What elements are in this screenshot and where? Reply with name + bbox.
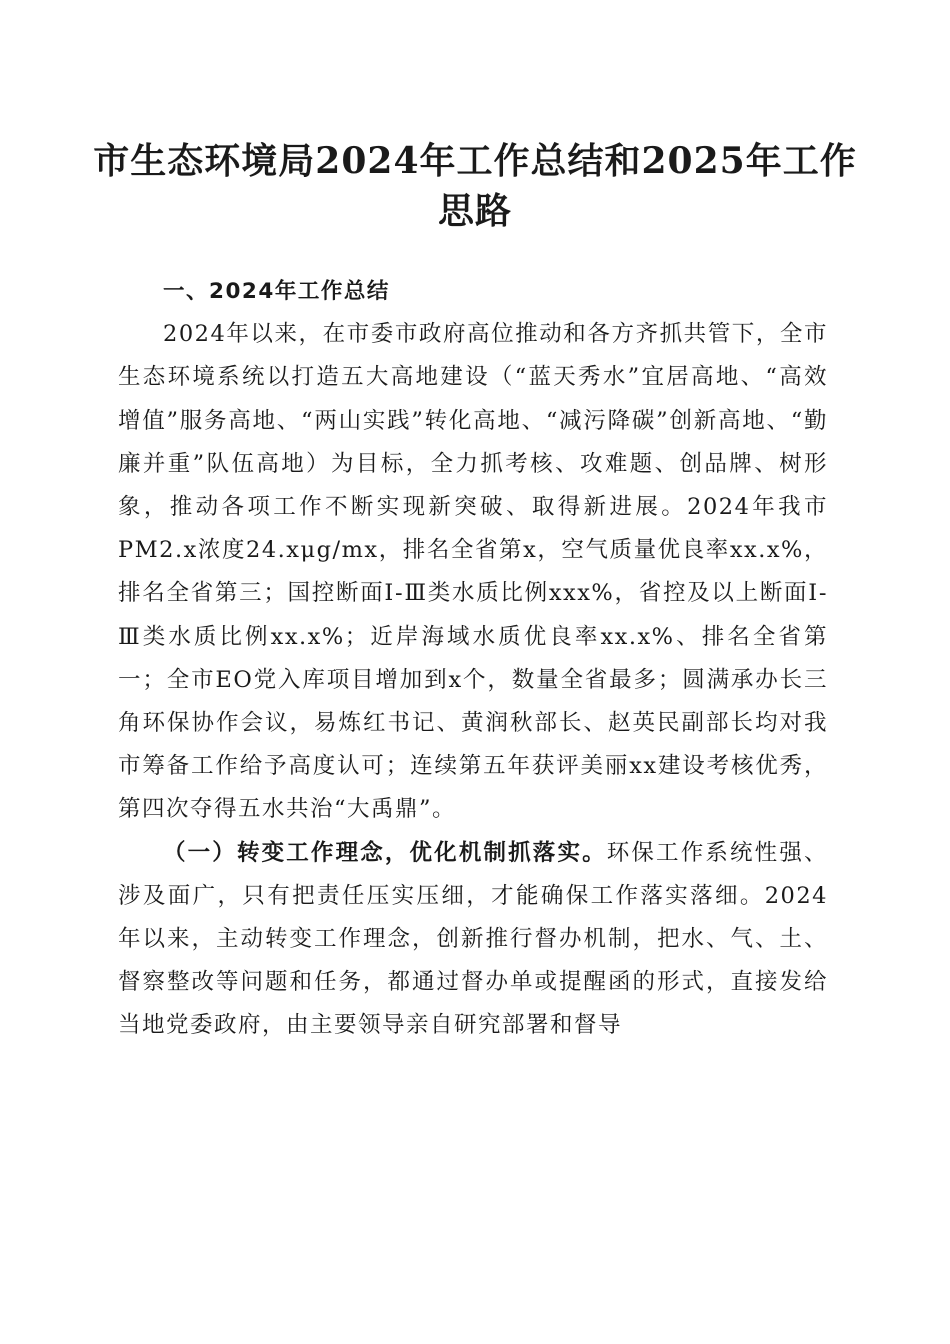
body-paragraph: 2024年以来，在市委市政府高位推动和各方齐抓共管下，全市生态环境系统以打造五大高地建设（“蓝天秀水”宜居高地、“高效增值”服务高地、“两山实践”转化高地、“减污降碳”创新高地、“勤廉并重”队伍高地）为目标，全力抓考核、攻难题、创品牌、树形象，推动各项工作不断实现新突破、取得新进展。2024年我市PM2.x浓度24.xμg/mx，排名全省第x，空气质量优良率xx.x%，排名全省第三；国控断面Ⅰ-Ⅲ类水质比例xxx%，省控及以上断面Ⅰ-Ⅲ类水质比例xx.x%；近岸海域水质优良率xx.x%、排名全省第一；全市EO党入库项目增加到x个，数量全省最多；圆满承办长三角环保协作会议，易炼红书记、黄润秋部长、赵英民副部长均对我市筹备工作给予高度认可；连续第五年获评美丽xx建设考核优秀，第四次夺得五水共治“大禹鼎”。: [118, 321, 828, 823]
section-heading: [118, 270, 828, 313]
section-heading-text: 一、2024年工作总结: [163, 279, 390, 304]
document-title: 市生态环境局2024年工作总结和2025年工作思路: [93, 140, 857, 232]
subsection-paragraph: [118, 832, 828, 1048]
document-body: [118, 270, 828, 1048]
subsection-text: 环保工作系统性强、涉及面广，只有把责任压实压细，才能确保工作落实落细。2024年以来，主动转变工作理念，创新推行督办机制，把水、气、土、督察整改等问题和任务，都通过督办单或提醒函的形式，直接发给当地党委政府，由主要领导亲自研究部署和督导: [118, 839, 828, 1039]
subsection-lead: （一）转变工作理念，优化机制抓落实。: [163, 839, 607, 866]
